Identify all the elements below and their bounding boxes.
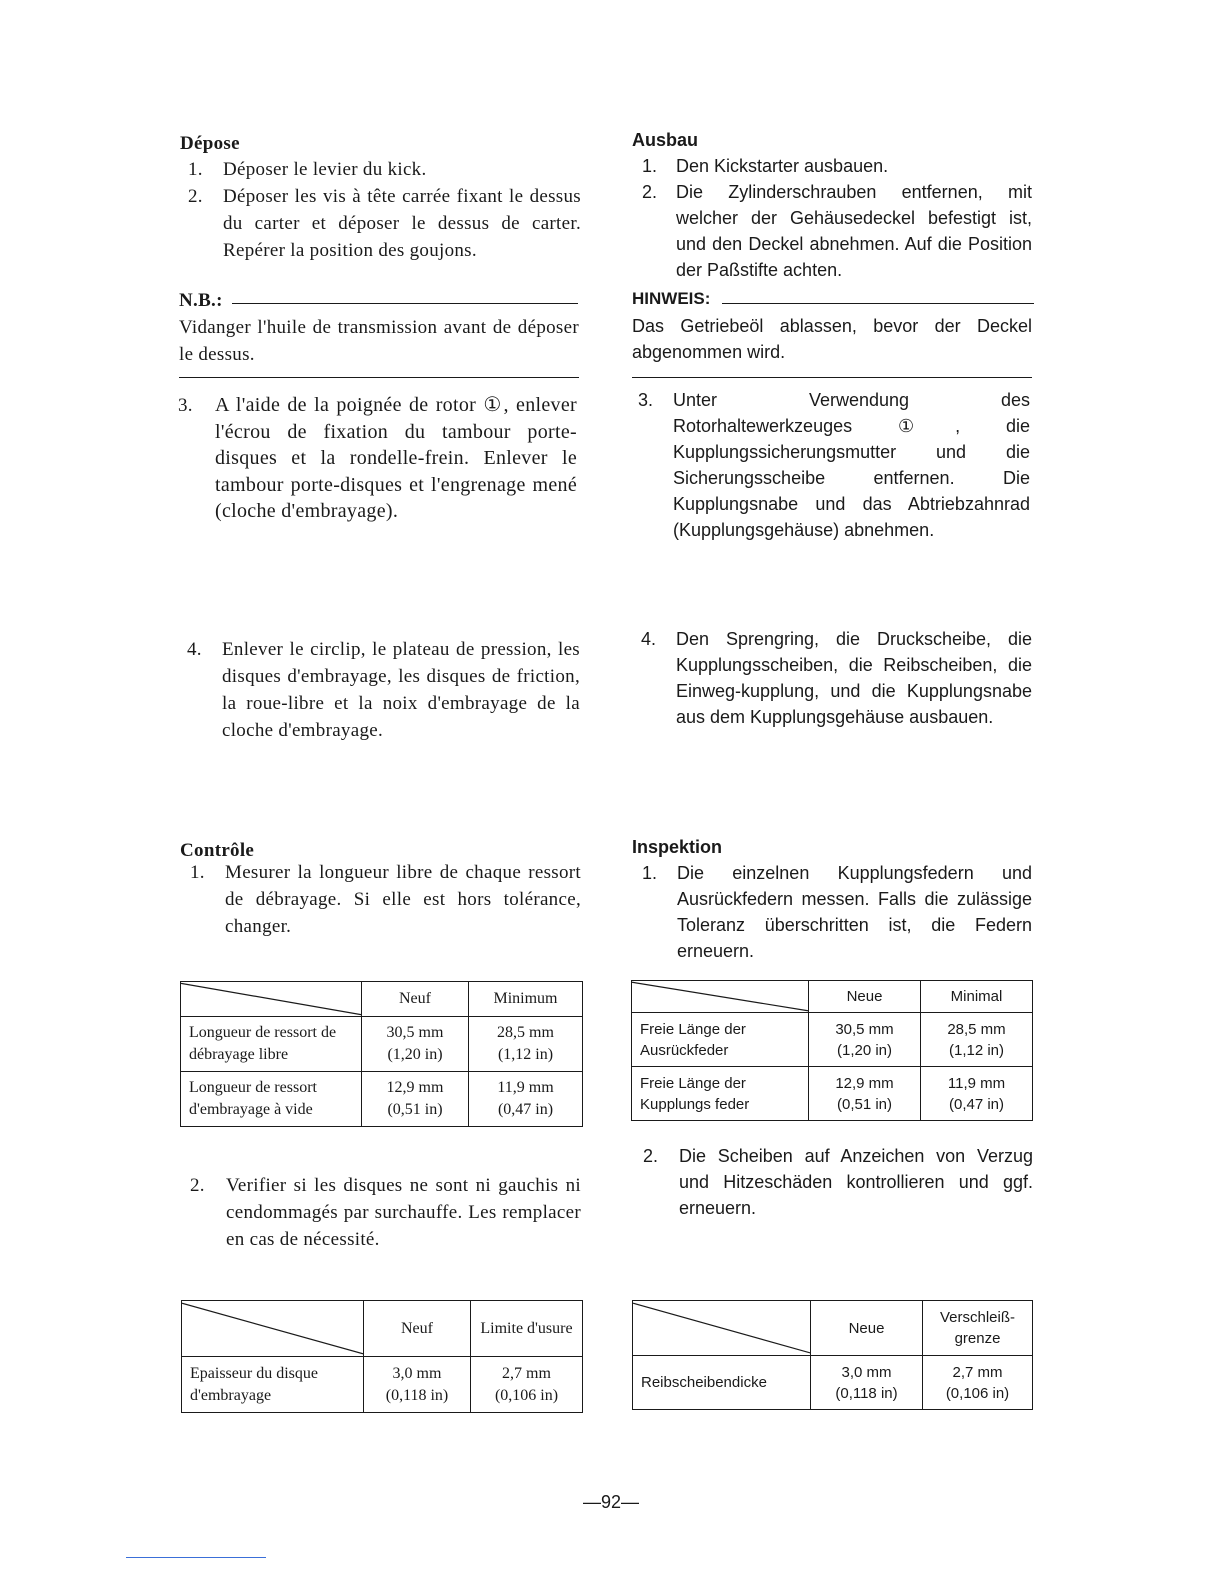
- de-inspektion-heading: Inspektion: [632, 837, 723, 857]
- de-step-3: [638, 387, 1032, 540]
- table-corner-cell: [632, 981, 809, 1013]
- de-disc-thickness-table: [632, 1300, 1033, 1410]
- step-number: 2.: [642, 182, 658, 202]
- de-hinweis-text: Das Getriebeöl ablassen, bevor der Deckel abgenommen wird.: [632, 316, 1032, 362]
- step-number: 3.: [178, 395, 193, 416]
- fr-controle-step-1: [190, 859, 583, 940]
- fr-nb-label: N.B.:: [179, 290, 223, 311]
- step-text: Verifier si les disques ne sont ni gauchis ni cendommagés par surchauffe. Les remplacer en cas de nécessité.: [226, 1175, 581, 1250]
- step-text: Mesurer la longueur libre de chaque ressort de débrayage. Si elle est hors tolérance, changer.: [225, 862, 581, 937]
- step-number: 1.: [642, 863, 658, 883]
- table-row: Longueur de ressort de débrayage libre 30,5 mm (1,20 in) 28,5 mm (1,12 in): [181, 1017, 583, 1072]
- step-text: A l'aide de la poignée de rotor ①, enlever l'écrou de fixation du tambour porte-disques et la rondelle-frein. Enlever le tambour porte-disques et l'engrenage mené (cloche d'embrayage).: [215, 394, 577, 522]
- step-text: Die Zylinderschrauben entfernen, mit welcher der Gehäusedeckel befestigt ist, und den Deckel abnehmen. Auf die Position der Paßstifte achten.: [676, 182, 1032, 280]
- de-hinweis-rule: [722, 303, 1034, 304]
- de-ausbau-step-1: [642, 153, 1034, 179]
- de-step-4: [641, 626, 1034, 730]
- fr-nb-text: Vidanger l'huile de transmission avant de déposer le dessus.: [179, 317, 579, 365]
- step-number: 1.: [642, 156, 658, 176]
- table-corner-cell: [182, 1301, 364, 1357]
- de-inspektion-step-1: [642, 860, 1034, 964]
- step-text: Déposer le levier du kick.: [223, 159, 427, 180]
- step-number: 4.: [187, 639, 202, 660]
- de-hinweis-end-rule: [632, 377, 1032, 378]
- de-inspektion-step-2: [643, 1143, 1034, 1221]
- table-row: Freie Länge der Kupplungs feder 12,9 mm (0,51 in) 11,9 mm (0,47 in): [632, 1067, 1033, 1121]
- column-header-neuf: Neuf: [362, 982, 469, 1017]
- column-header-limite: Limite d'usure: [471, 1301, 583, 1357]
- step-number: 2.: [643, 1146, 659, 1166]
- callout-1-icon: ①: [483, 394, 504, 416]
- fr-disc-thickness-table: [181, 1300, 583, 1413]
- step-number: 2.: [190, 1175, 205, 1196]
- column-header-neue: Neue: [811, 1301, 923, 1356]
- step-text: Die einzelnen Kupplungsfedern und Ausrückfedern messen. Falls die zulässige Toleranz überschritten ist, die Federn erneuern.: [677, 863, 1032, 961]
- fr-depose-step-2: [188, 183, 583, 264]
- step-text: Die Scheiben auf Anzeichen von Verzug und Hitzeschäden kontrollieren und ggf. erneuern.: [679, 1146, 1033, 1218]
- callout-1-icon: ①: [898, 416, 956, 436]
- de-ausbau-heading: Ausbau: [632, 130, 699, 150]
- table-corner-cell: [181, 982, 362, 1017]
- column-header-minimal: Minimal: [921, 981, 1033, 1013]
- step-number: 1.: [190, 862, 205, 883]
- de-spring-length-table: [631, 980, 1033, 1121]
- table-row: Freie Länge der Ausrückfeder 30,5 mm (1,20 in) 28,5 mm (1,12 in): [632, 1013, 1033, 1067]
- fr-step-4: [187, 636, 582, 744]
- fr-nb-end-rule: [179, 377, 579, 378]
- fr-spring-length-table: [180, 981, 583, 1127]
- table-row: Epaisseur du disque d'embrayage 3,0 mm (0,118 in) 2,7 mm (0,106 in): [182, 1357, 583, 1413]
- table-corner-cell: [633, 1301, 811, 1356]
- step-number: 1.: [188, 159, 203, 180]
- column-header-neuf: Neuf: [364, 1301, 471, 1357]
- page-number: —92—: [583, 1492, 640, 1512]
- step-number: 3.: [638, 390, 654, 410]
- fr-nb-rule: [232, 303, 578, 304]
- fr-depose-step-1: [188, 156, 583, 183]
- footer-link-rule: [126, 1557, 266, 1558]
- step-text: Den Sprengring, die Druckscheibe, die Kupplungsscheiben, die Reibscheiben, die Einweg-kupplung, und die Kupplungsnabe aus dem Kupplungsgehäuse ausbauen.: [676, 629, 1032, 727]
- column-header-minimum: Minimum: [469, 982, 583, 1017]
- fr-step-3: [178, 392, 578, 527]
- table-row: Reibscheibendicke 3,0 mm (0,118 in) 2,7 mm (0,106 in): [633, 1356, 1033, 1410]
- column-header-verschleiss: Verschleiß-grenze: [923, 1301, 1033, 1356]
- table-row: Longueur de ressort d'embrayage à vide 12,9 mm (0,51 in) 11,9 mm (0,47 in): [181, 1072, 583, 1127]
- fr-depose-heading: Dépose: [180, 133, 240, 154]
- step-text: Enlever le circlip, le plateau de pression, les disques d'embrayage, les disques de friction, la roue-libre et la noix d'embrayage de la cloche d'embrayage.: [222, 639, 580, 741]
- de-hinweis-label: HINWEIS:: [632, 289, 711, 308]
- step-number: 2.: [188, 186, 203, 207]
- fr-controle-heading: Contrôle: [180, 840, 255, 861]
- column-header-neue: Neue: [809, 981, 921, 1013]
- fr-controle-step-2: [190, 1172, 583, 1253]
- step-number: 4.: [641, 629, 657, 649]
- de-ausbau-step-2: [642, 179, 1034, 283]
- step-text: Den Kickstarter ausbauen.: [676, 156, 889, 176]
- step-text: Unter Verwendung des Rotorhaltewerkzeuges ①, die Kupplungssicherungsmutter und die Sicherungsscheibe entfernen. Die Kupplungsnabe und das Abtriebzahnrad (Kupplungsgehäuse) abnehmen.: [673, 390, 1030, 540]
- step-text: Déposer les vis à tête carrée fixant le dessus du carter et déposer le dessus de carter. Repérer la position des goujons.: [223, 186, 581, 261]
